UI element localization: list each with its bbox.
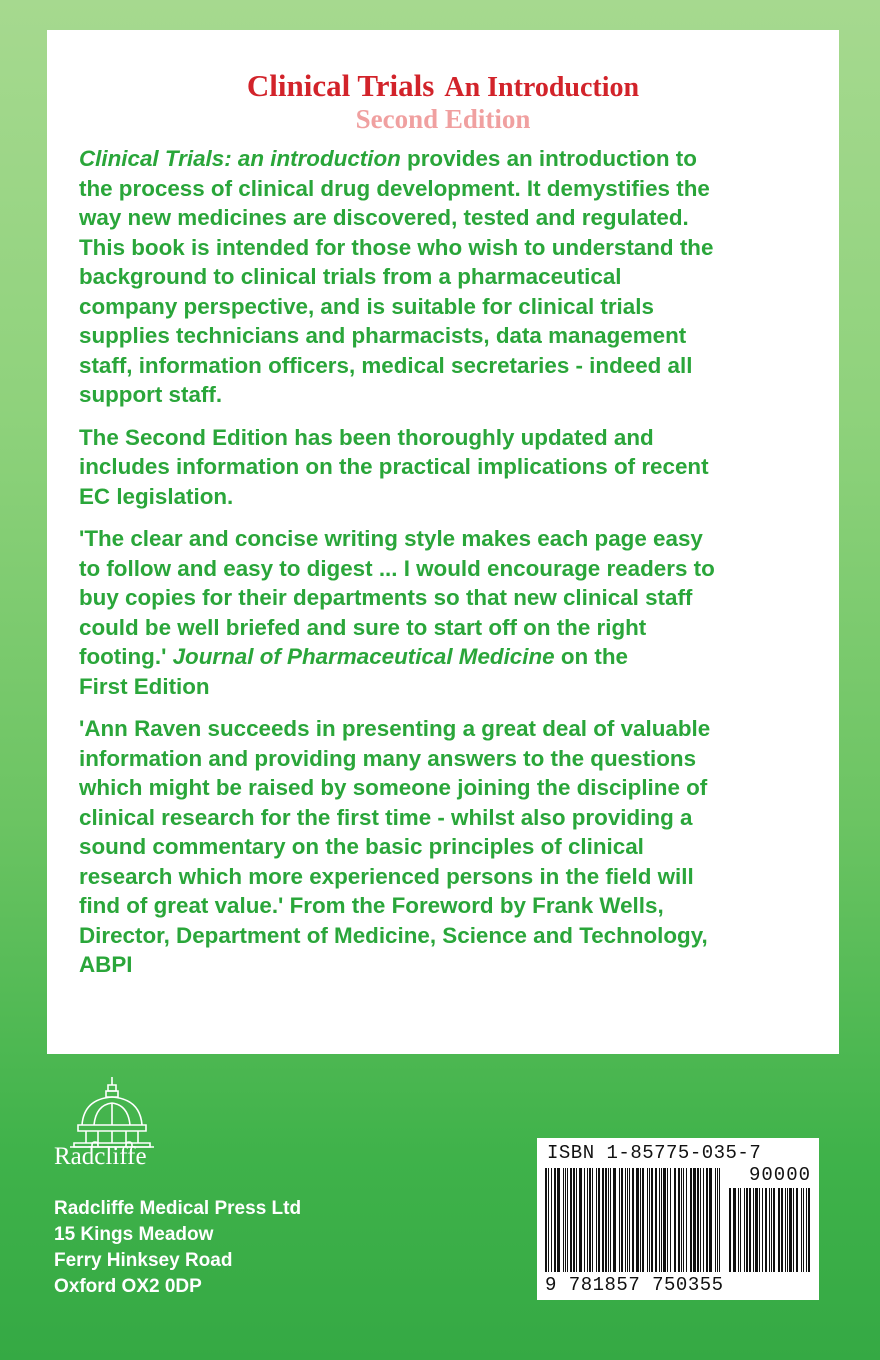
- text-fragment: provides an introduction to: [400, 146, 697, 171]
- barcode-bar: [563, 1168, 564, 1272]
- text-line: could be well briefed and sure to start off on the right: [79, 614, 647, 640]
- barcode-bar: [610, 1168, 611, 1272]
- text-line: supplies technicians and pharmacists, data management: [79, 323, 687, 348]
- barcode-bar: [584, 1168, 585, 1272]
- barcode-bar: [579, 1168, 582, 1272]
- barcode-bar: [670, 1168, 671, 1272]
- journal-name: Journal of Pharmaceutical Medicine: [172, 644, 555, 669]
- barcode-bar: [744, 1188, 745, 1272]
- barcode-bar: [787, 1188, 788, 1272]
- barcode-bar: [769, 1188, 770, 1272]
- text-line: sound commentary on the basic principles of clinical: [79, 834, 644, 859]
- barcode-bar: [771, 1188, 772, 1272]
- barcode-bar: [608, 1168, 609, 1272]
- barcode-bar: [700, 1168, 701, 1272]
- barcode-bar: [567, 1168, 568, 1272]
- barcode-bar: [762, 1188, 763, 1272]
- publisher-address: [54, 1196, 301, 1300]
- barcode-bar: [554, 1168, 556, 1272]
- isbn-barcode: [537, 1138, 819, 1300]
- title-subtitle: An Introduction: [444, 72, 640, 103]
- text-line: buy copies for their departments so that new clinical staff: [79, 585, 693, 610]
- barcode-bar: [738, 1188, 739, 1272]
- text-line: This book is intended for those who wish to understand the: [79, 234, 714, 260]
- text-line: The Second Edition has been thoroughly updated and: [79, 424, 654, 450]
- barcode-bar: [667, 1168, 668, 1272]
- barcode-bar: [621, 1168, 623, 1272]
- barcode-bar: [598, 1168, 600, 1272]
- barcode-bar: [545, 1168, 547, 1272]
- barcode-bar: [755, 1188, 758, 1272]
- barcode-bar: [647, 1168, 648, 1272]
- text-line: Director, Department of Medicine, Science and Technology,: [79, 922, 708, 948]
- text-line: support staff.: [79, 382, 223, 407]
- barcode-bar: [629, 1168, 630, 1272]
- barcode-bar: [681, 1168, 682, 1272]
- price-code: 90000: [748, 1164, 811, 1186]
- barcode-bar: [715, 1168, 716, 1272]
- review-quote-journal: [79, 524, 807, 701]
- barcode-bar: [573, 1168, 575, 1272]
- barcode-bar: [661, 1168, 662, 1272]
- barcode-bar: [686, 1168, 687, 1272]
- text-line: find of great value.' From the Foreword by Frank Wells,: [79, 893, 664, 918]
- isbn-number: ISBN 1-85775-035-7: [547, 1142, 762, 1164]
- address-line: Ferry Hinksey Road: [54, 1250, 233, 1271]
- book-title: [79, 68, 807, 104]
- barcode-bar: [605, 1168, 607, 1272]
- barcode-bar: [785, 1188, 786, 1272]
- text-line: to follow and easy to digest ... I would encourage readers to: [79, 555, 715, 581]
- barcode-bar: [551, 1168, 552, 1272]
- barcode-bar: [627, 1168, 628, 1272]
- text-fragment: on the: [554, 644, 628, 669]
- barcode-bar: [803, 1188, 804, 1272]
- text-line: staff, information officers, medical secretaries - indeed all: [79, 352, 693, 378]
- text-fragment: footing.': [79, 644, 173, 669]
- barcode-bar: [587, 1168, 588, 1272]
- text-line: includes information on the practical implications of recent: [79, 454, 709, 479]
- address-line: Radcliffe Medical Press Ltd: [54, 1198, 302, 1219]
- barcode-bar: [706, 1168, 708, 1272]
- text-line: research which more experienced persons in the field will: [79, 863, 694, 889]
- barcode-bar: [557, 1168, 560, 1272]
- text-line: way new medicines are discovered, tested and regulated.: [79, 205, 689, 230]
- barcode-bar: [778, 1188, 780, 1272]
- text-line: which might be raised by someone joining the discipline of: [79, 775, 708, 800]
- barcode-bar: [663, 1168, 666, 1272]
- barcode-bar: [642, 1168, 644, 1272]
- barcode-bar: [570, 1168, 572, 1272]
- barcode-bars: [545, 1168, 811, 1276]
- barcode-bar: [749, 1188, 751, 1272]
- edition-label: Second Edition: [355, 104, 531, 134]
- text-line: background to clinical trials from a pharmaceutical: [79, 264, 622, 289]
- barcode-bar: [796, 1188, 798, 1272]
- text-line: 'Ann Raven succeeds in presenting a great deal of valuable: [79, 716, 711, 741]
- text-line: First Edition: [79, 673, 210, 699]
- barcode-bar: [781, 1188, 783, 1272]
- barcode-bar: [709, 1168, 712, 1272]
- barcode-bar: [717, 1168, 718, 1272]
- barcode-bar: [548, 1168, 549, 1272]
- address-line: Oxford OX2 0DP: [54, 1276, 202, 1297]
- back-cover-panel: [47, 30, 839, 1054]
- barcode-bar: [733, 1188, 736, 1272]
- barcode-bar: [765, 1188, 767, 1272]
- review-quote-foreword: [79, 714, 807, 980]
- barcode-bar: [801, 1188, 802, 1272]
- barcode-bar: [565, 1168, 566, 1272]
- barcode-bar: [576, 1168, 577, 1272]
- barcode-bar: [746, 1188, 748, 1272]
- barcode-bar: [806, 1188, 807, 1272]
- barcode-bar: [753, 1188, 754, 1272]
- text-line: [79, 144, 807, 174]
- barcode-bar: [719, 1168, 720, 1272]
- barcode-bar: [690, 1168, 692, 1272]
- barcode-bar: [759, 1188, 760, 1272]
- text-line: company perspective, and is suitable for clinical trials: [79, 293, 654, 319]
- barcode-bar: [703, 1168, 704, 1272]
- barcode-bar: [659, 1168, 660, 1272]
- barcode-bar: [636, 1168, 639, 1272]
- text-line: the process of clinical drug development. It demystifies the: [79, 175, 710, 201]
- text-line: clinical research for the first time - whilst also providing a: [79, 804, 693, 830]
- barcode-bar: [602, 1168, 604, 1272]
- barcode-bar: [773, 1188, 775, 1272]
- barcode-bar: [729, 1188, 731, 1272]
- barcode-bar: [793, 1188, 794, 1272]
- barcode-bar: [674, 1168, 676, 1272]
- address-line: 15 Kings Meadow: [54, 1224, 214, 1245]
- text-line: 'The clear and concise writing style makes each page easy: [79, 526, 703, 551]
- barcode-bar: [625, 1168, 626, 1272]
- barcode-bar: [649, 1168, 650, 1272]
- title-main: Clinical Trials: [246, 68, 435, 103]
- barcode-bar: [697, 1168, 699, 1272]
- ean-number: 9 781857 750355: [545, 1274, 724, 1296]
- barcode-bar: [613, 1168, 616, 1272]
- barcode-bar: [619, 1168, 620, 1272]
- barcode-bar: [655, 1168, 657, 1272]
- barcode-bar: [808, 1188, 810, 1272]
- barcode-bar: [596, 1168, 597, 1272]
- barcode-bar: [683, 1168, 684, 1272]
- description-paragraph: [79, 144, 807, 410]
- edition-note-paragraph: [79, 423, 807, 512]
- publisher-logo-wordmark: Radcliffe: [54, 1143, 147, 1170]
- barcode-bar: [678, 1168, 680, 1272]
- barcode-bar: [632, 1168, 634, 1272]
- text-line: ABPI: [79, 952, 133, 977]
- book-title-italic: Clinical Trials: an introduction: [79, 146, 401, 171]
- barcode-bar: [640, 1168, 641, 1272]
- text-line: [79, 642, 807, 672]
- text-line: information and providing many answers to the questions: [79, 745, 697, 771]
- barcode-bar: [651, 1168, 653, 1272]
- barcode-bar: [589, 1168, 591, 1272]
- barcode-bar: [693, 1168, 696, 1272]
- text-line: EC legislation.: [79, 483, 234, 509]
- barcode-bar: [789, 1188, 792, 1272]
- barcode-bar: [740, 1188, 741, 1272]
- barcode-bar: [592, 1168, 593, 1272]
